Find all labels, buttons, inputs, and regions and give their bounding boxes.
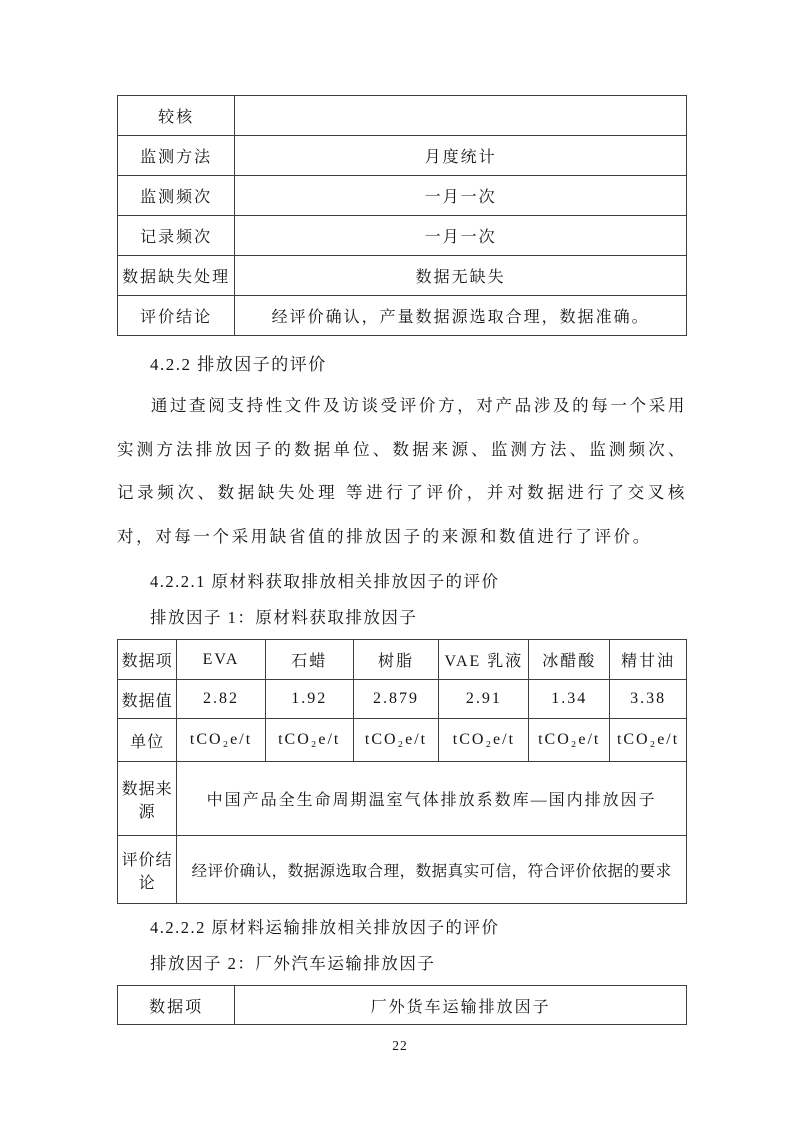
table-row <box>118 96 687 136</box>
row-label: 较核 <box>118 96 235 136</box>
row-value: 经评价确认，产量数据源选取合理，数据准确。 <box>235 296 687 336</box>
factor2-title: 排放因子 2：厂外汽车运输排放因子 <box>150 954 436 973</box>
row-label: 数据值 <box>118 680 177 719</box>
data-value: 1.34 <box>529 680 610 719</box>
row-label: 监测频次 <box>118 176 235 216</box>
heading-4-2-2: 4.2.2 排放因子的评价 <box>150 355 327 374</box>
row-label: 数据缺失处理 <box>118 256 235 296</box>
heading-4-2-2-1: 4.2.2.1 原材料获取排放相关排放因子的评价 <box>150 572 500 591</box>
unit-value: tCO₂e/t <box>177 719 266 762</box>
data-value: 1.92 <box>265 680 353 719</box>
column-header: 石蜡 <box>265 640 353 680</box>
unit-value: tCO₂e/t <box>353 719 439 762</box>
row-label: 数据项 <box>118 640 177 680</box>
row-value <box>235 96 687 136</box>
unit-value: tCO₂e/t <box>439 719 529 762</box>
table-row <box>118 640 687 680</box>
table-row <box>118 836 687 904</box>
data-value: 2.879 <box>353 680 439 719</box>
unit-value: tCO₂e/t <box>529 719 610 762</box>
page-content <box>117 95 687 1025</box>
table-row <box>118 719 687 762</box>
evaluation-paragraph: 通过查阅支持性文件及访谈受评价方，对产品涉及的每一个采用实测方法排放因子的数据单位、数据来源、监测方法、监测频次、记录频次、数据缺失处理 等进行了评价，并对数据进行了交叉核对，对每一个采用缺省值的排放因子的来源和数值进行了评价。 <box>117 396 687 546</box>
evaluation-conclusion: 经评价确认，数据源选取合理，数据真实可信，符合评价依据的要求 <box>177 836 687 904</box>
column-header: 冰醋酸 <box>529 640 610 680</box>
row-value: 厂外货车运输排放因子 <box>235 986 687 1025</box>
column-header: 树脂 <box>353 640 439 680</box>
data-value: 3.38 <box>610 680 687 719</box>
data-source: 中国产品全生命周期温室气体排放系数库—国内排放因子 <box>177 762 687 836</box>
page-number: 22 <box>392 1038 408 1053</box>
table-row <box>118 762 687 836</box>
table-row <box>118 986 687 1025</box>
row-value: 月度统计 <box>235 136 687 176</box>
unit-value: tCO₂e/t <box>610 719 687 762</box>
row-label: 数据来源 <box>118 762 177 836</box>
factor1-table <box>117 639 687 904</box>
row-value: 数据无缺失 <box>235 256 687 296</box>
row-label: 评价结论 <box>118 296 235 336</box>
row-label: 监测方法 <box>118 136 235 176</box>
factor1-title: 排放因子 1：原材料获取排放因子 <box>150 608 418 627</box>
row-label: 单位 <box>118 719 177 762</box>
row-value: 一月一次 <box>235 216 687 256</box>
monitoring-table <box>117 95 687 336</box>
unit-value: tCO₂e/t <box>265 719 353 762</box>
table-row <box>118 176 687 216</box>
column-header: VAE 乳液 <box>439 640 529 680</box>
table-row <box>118 680 687 719</box>
row-label: 数据项 <box>118 986 235 1025</box>
factor2-table <box>117 985 687 1025</box>
table-row <box>118 296 687 336</box>
row-value: 一月一次 <box>235 176 687 216</box>
data-value: 2.82 <box>177 680 266 719</box>
row-label: 记录频次 <box>118 216 235 256</box>
data-value: 2.91 <box>439 680 529 719</box>
table-row <box>118 256 687 296</box>
row-label: 评价结论 <box>118 836 177 904</box>
table-row <box>118 136 687 176</box>
column-header: EVA <box>177 640 266 680</box>
column-header: 精甘油 <box>610 640 687 680</box>
heading-4-2-2-2: 4.2.2.2 原材料运输排放相关排放因子的评价 <box>150 918 500 937</box>
table-row <box>118 216 687 256</box>
